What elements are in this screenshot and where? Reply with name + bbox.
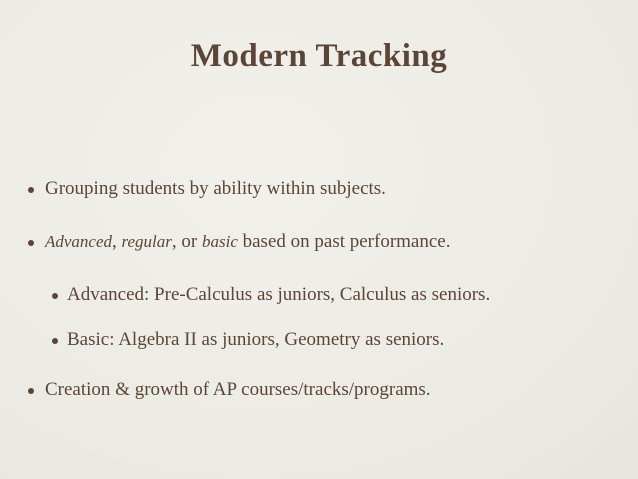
sub-bullet-item: Basic: Algebra II as juniors, Geometry as seniors. [67,329,445,350]
bullet-tail: based on past performance. [237,231,451,252]
level-regular: regular [121,232,172,251]
bullet-dot-icon [28,388,34,394]
slide-title: Modern Tracking [190,38,448,74]
bullet-item [45,231,450,253]
bullet-dot-icon [28,187,34,193]
bullet-dot-icon [52,293,58,299]
level-basic: basic [201,232,238,251]
sub-bullet-item: Advanced: Pre-Calculus as juniors, Calculus as seniors. [67,284,491,305]
bullet-item: Creation & growth of AP courses/tracks/programs. [45,379,431,400]
bullet-dot-icon [28,240,34,246]
bullet-dot-icon [52,338,58,344]
bullet-item: Grouping students by ability within subjects. [45,178,386,199]
level-advanced: Advanced [45,232,113,251]
separator: , or [171,231,202,252]
separator: , [112,231,122,252]
